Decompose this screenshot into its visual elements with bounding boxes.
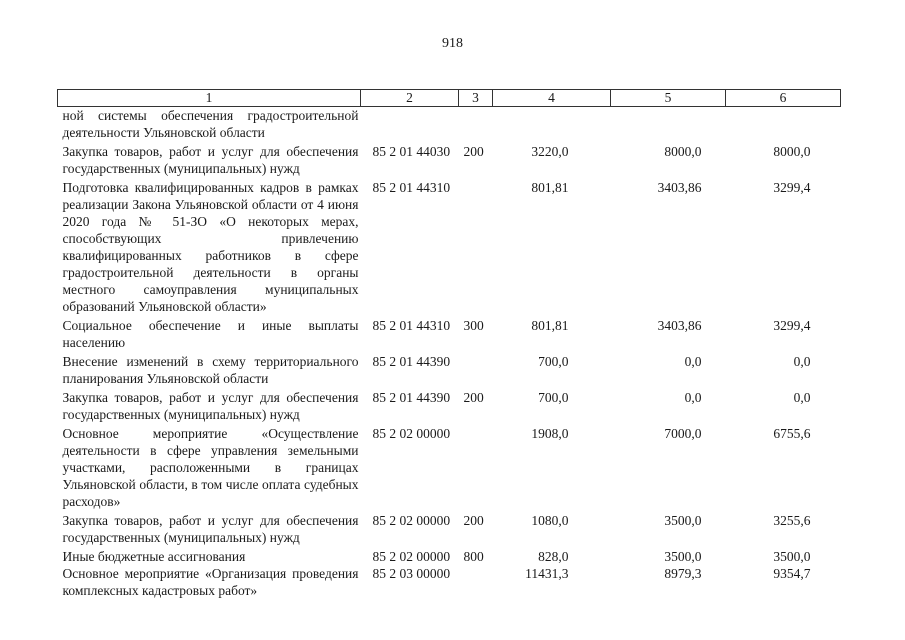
row-code: 85 2 02 00000 [372, 549, 451, 564]
row-kvr [459, 107, 493, 144]
table-row [58, 425, 841, 512]
row-value-5: 8000,0 [664, 144, 702, 159]
row-kvr: 200 [463, 513, 484, 528]
row-name: Основное мероприятие «Организация проведения комплексных кадастровых работ» [62, 566, 359, 598]
row-value-4 [493, 107, 611, 144]
row-code: 85 2 01 44030 [372, 144, 451, 159]
table-row [58, 317, 841, 353]
row-value-4: 1908,0 [531, 426, 569, 441]
row-value-5: 3500,0 [664, 549, 702, 564]
row-value-5: 0,0 [684, 354, 702, 369]
table-row [58, 107, 841, 144]
table-row [58, 565, 841, 599]
table-row [58, 143, 841, 179]
row-kvr [459, 353, 493, 389]
row-code: 85 2 01 44310 [372, 318, 451, 333]
row-value-6: 3299,4 [773, 180, 811, 195]
row-value-4: 700,0 [538, 390, 569, 405]
table-row [58, 389, 841, 425]
row-code: 85 2 01 44310 [372, 180, 451, 195]
row-value-4: 801,81 [531, 180, 569, 195]
row-value-4: 801,81 [531, 318, 569, 333]
row-value-6: 3299,4 [773, 318, 811, 333]
row-kvr: 200 [463, 144, 484, 159]
row-name: Подготовка квалифицированных кадров в рамках реализации Закона Ульяновской области от 4 июня 2020 года № 51-ЗО «О некоторых мерах, способствующих привлечению квалифицированных работников в сфере градостроительной деятельности в органы местного самоуправления муниципальных образований Ульяновской области» [62, 180, 359, 314]
row-name: Внесение изменений в схему территориального планирования Ульяновской области [62, 354, 359, 386]
row-kvr [459, 179, 493, 317]
header-cell: 3 [459, 90, 493, 107]
header-cell: 1 [58, 90, 361, 107]
table-row [58, 512, 841, 548]
row-value-6: 3500,0 [773, 549, 811, 564]
table-row [58, 548, 841, 565]
row-value-6: 6755,6 [773, 426, 811, 441]
row-name: ной системы обеспечения градостроительной деятельности Ульяновской области [62, 108, 359, 140]
row-code: 85 2 02 00000 [372, 426, 451, 441]
header-cell: 4 [493, 90, 611, 107]
row-value-4: 1080,0 [531, 513, 569, 528]
row-value-5 [611, 107, 726, 144]
row-kvr: 300 [463, 318, 484, 333]
table-row [58, 179, 841, 317]
row-value-6: 3255,6 [773, 513, 811, 528]
header-cell: 6 [726, 90, 841, 107]
row-name: Социальное обеспечение и иные выплаты населению [62, 318, 359, 350]
row-code: 85 2 03 00000 [372, 566, 451, 581]
row-value-4: 828,0 [538, 549, 569, 564]
row-value-6 [726, 107, 841, 144]
table-body [58, 107, 841, 600]
budget-table [57, 89, 841, 599]
row-value-5: 0,0 [684, 390, 702, 405]
row-value-4: 11431,3 [525, 566, 569, 581]
table-header [58, 90, 841, 107]
row-name: Закупка товаров, работ и услуг для обеспечения государственных (муниципальных) нужд [62, 144, 359, 176]
header-cell: 2 [361, 90, 459, 107]
row-value-6: 0,0 [793, 354, 811, 369]
row-code: 85 2 01 44390 [372, 354, 451, 369]
row-value-6: 0,0 [793, 390, 811, 405]
page-number: 918 [442, 36, 463, 51]
row-value-5: 7000,0 [664, 426, 702, 441]
row-kvr: 200 [463, 390, 484, 405]
row-kvr [459, 565, 493, 599]
row-value-5: 8979,3 [664, 566, 702, 581]
row-value-5: 3500,0 [664, 513, 702, 528]
row-kvr: 800 [463, 549, 484, 564]
row-value-5: 3403,86 [657, 318, 702, 333]
row-code: 85 2 01 44390 [372, 390, 451, 405]
header-cell: 5 [611, 90, 726, 107]
row-value-6: 8000,0 [773, 144, 811, 159]
row-value-5: 3403,86 [657, 180, 702, 195]
row-name: Закупка товаров, работ и услуг для обеспечения государственных (муниципальных) нужд [62, 513, 359, 545]
row-name: Основное мероприятие «Осуществление деятельности в сфере управления земельными участками, расположенными в границах Ульяновской области, в том числе оплата судебных расходов» [62, 426, 359, 509]
row-code [361, 107, 459, 144]
row-value-6: 9354,7 [773, 566, 811, 581]
table-row [58, 353, 841, 389]
row-value-4: 3220,0 [531, 144, 569, 159]
row-value-4: 700,0 [538, 354, 569, 369]
row-kvr [459, 425, 493, 512]
row-code: 85 2 02 00000 [372, 513, 451, 528]
row-name: Закупка товаров, работ и услуг для обеспечения государственных (муниципальных) нужд [62, 390, 359, 422]
row-name: Иные бюджетные ассигнования [62, 549, 246, 564]
